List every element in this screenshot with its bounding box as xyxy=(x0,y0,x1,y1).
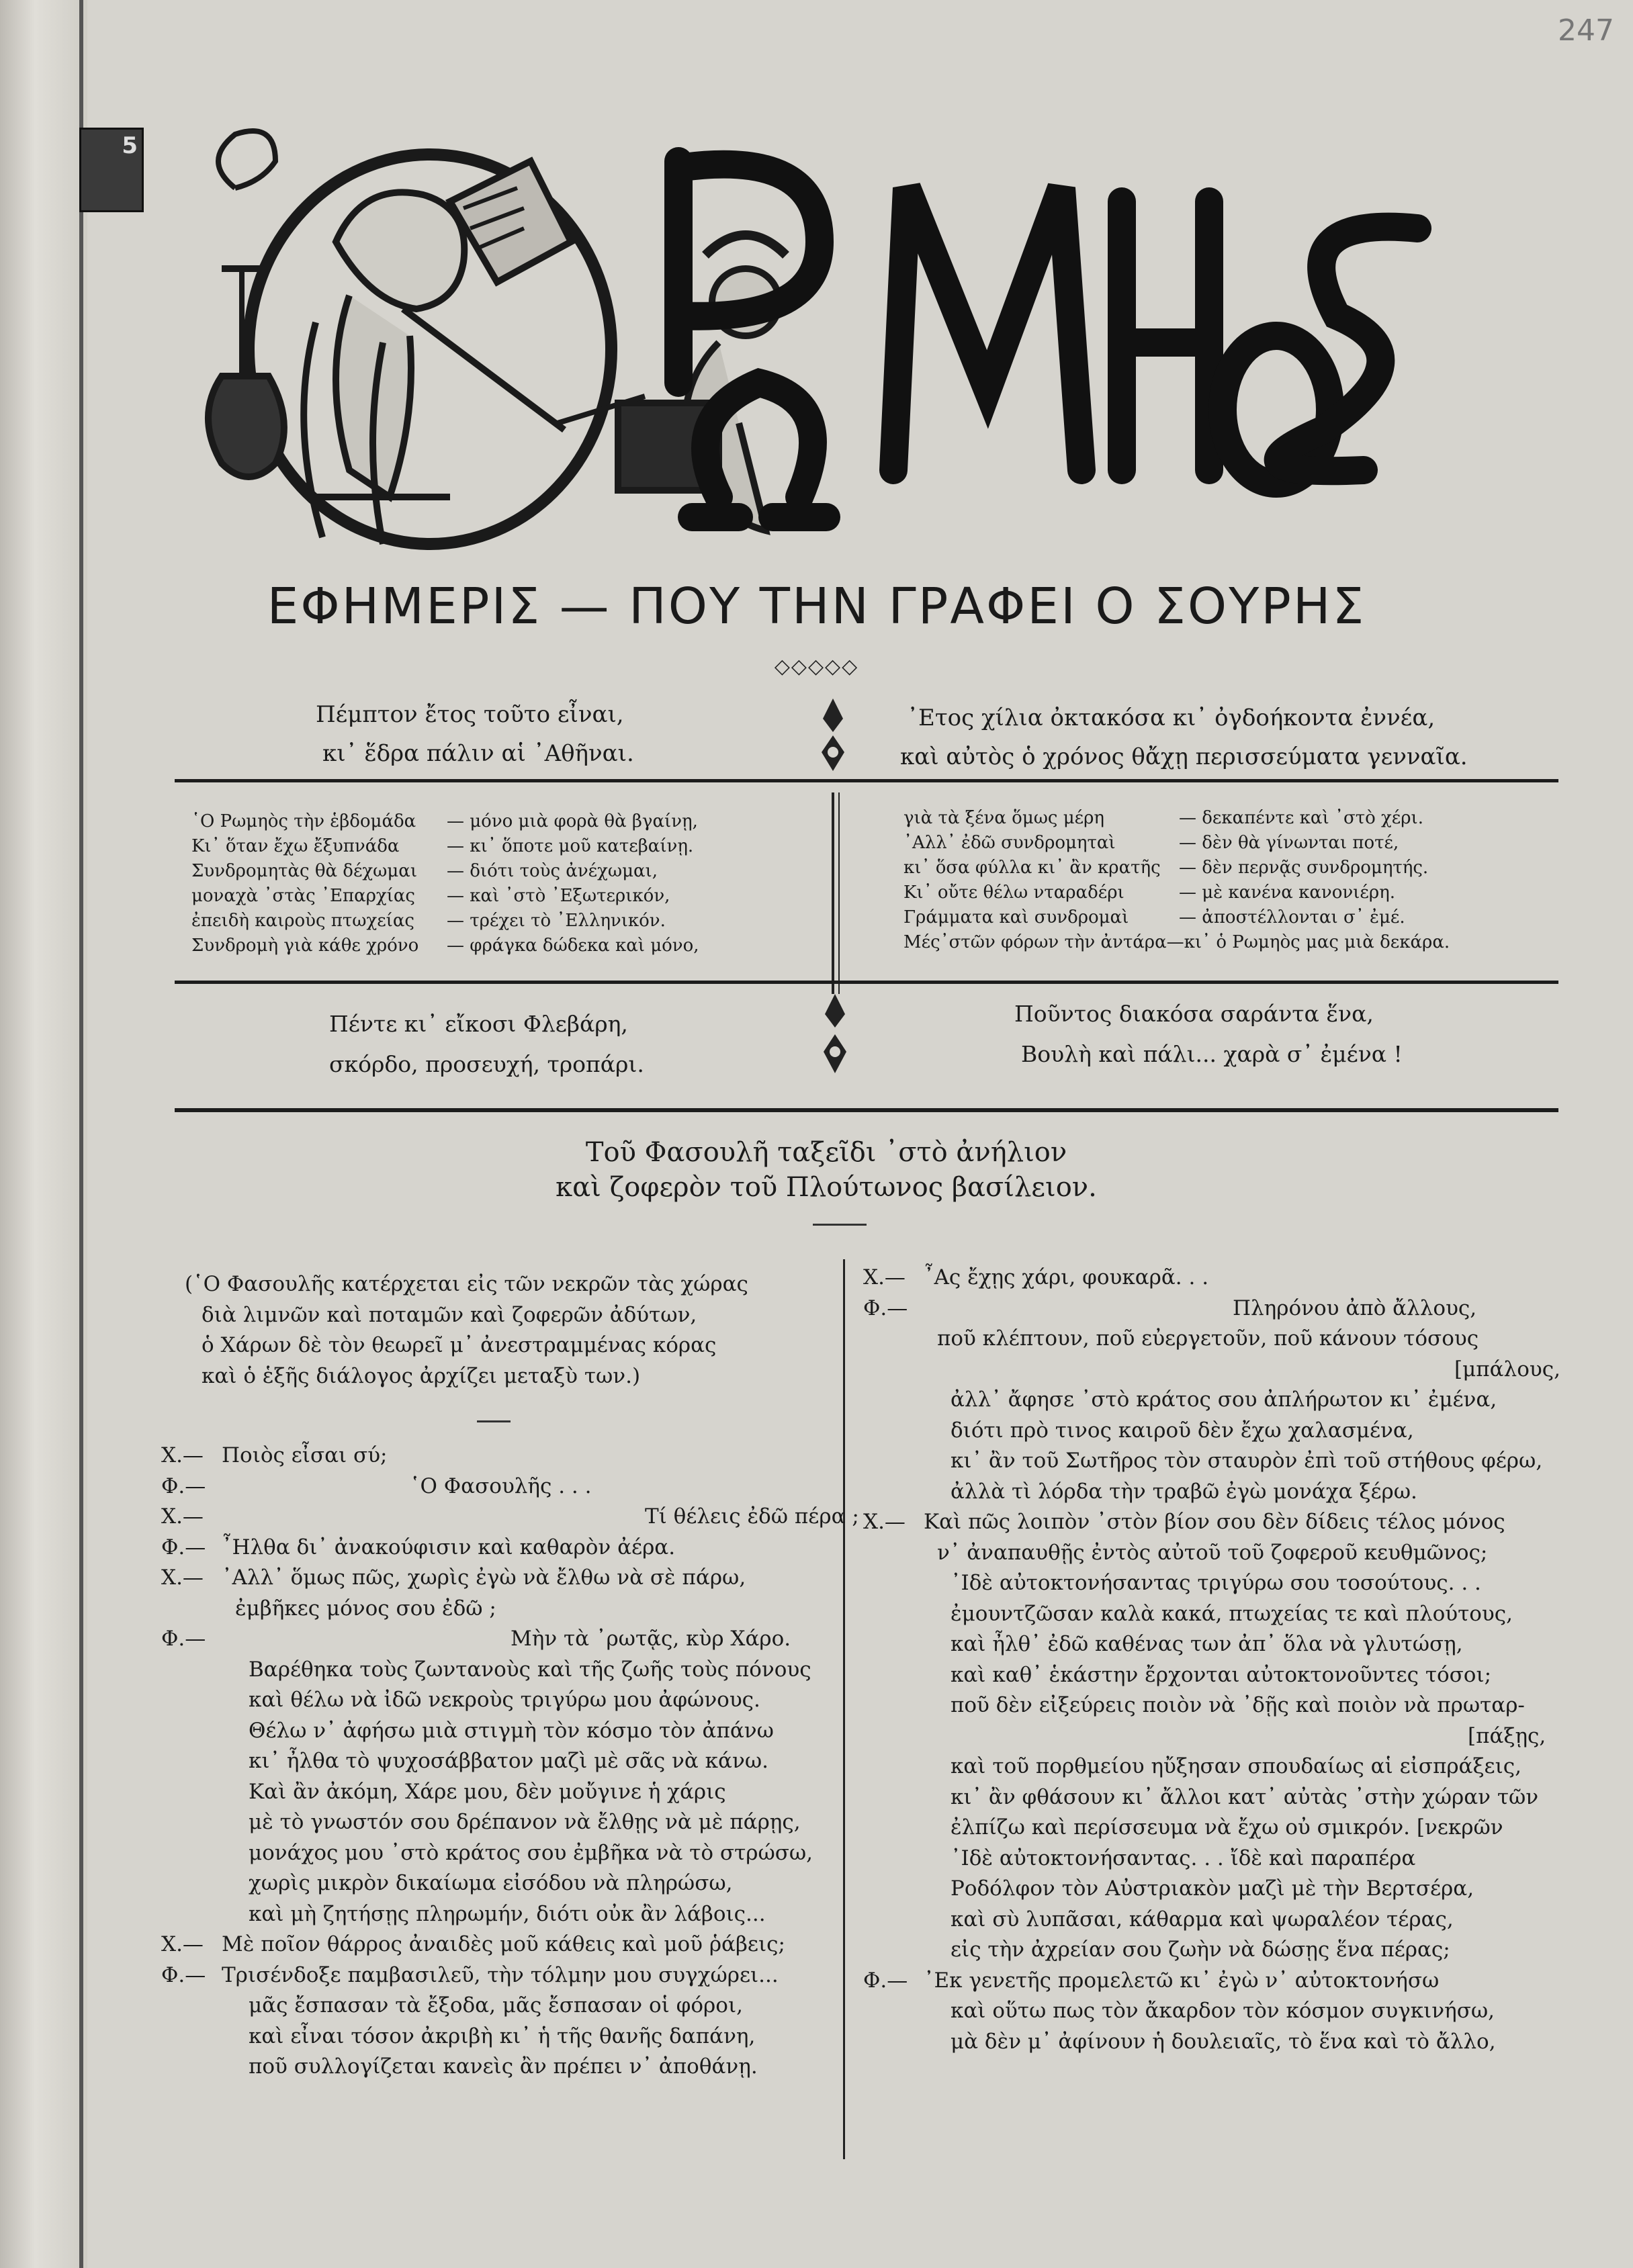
dialogue-text: καὶ καθ᾽ ἑκάστην ἔρχονται αὐτοκτονοῦντες τόσοι; xyxy=(951,1662,1492,1687)
dialogue-text: μονάχος μου ᾽στὸ κράτος σου ἐμβῆκα νὰ τὸ στρώσω, xyxy=(249,1840,813,1865)
dialogue-text: κι᾽ ἂν τοῦ Σωτῆρος τὸν σταυρὸν ἐπὶ τοῦ στήθους φέρω, xyxy=(951,1449,1543,1473)
dialogue-text: ῏Ας ἔχῃς χάρι, φουκαρᾶ. . . xyxy=(924,1265,1209,1289)
dialogue-line xyxy=(161,1655,833,1686)
terms-row xyxy=(191,834,783,859)
intro-line: καὶ ὁ ἑξῆς διάλογος ἀρχίζει μεταξὺ των.) xyxy=(202,1363,641,1388)
short-rule xyxy=(477,1420,511,1422)
dialogue-line xyxy=(863,1599,1535,1630)
intro-line: διὰ λιμνῶν καὶ ποταμῶν καὶ ζοφερῶν ἀδύτων, xyxy=(202,1302,697,1327)
column-divider xyxy=(843,1259,845,2159)
article-title-line: καὶ ζοφερὸν τοῦ Πλούτωνος βασίλειον. xyxy=(556,1172,1097,1203)
rule xyxy=(175,779,1558,782)
header-line: ᾽Ετος χίλια ὀκτακόσα κι᾽ ὀγδοήκοντα ἐννέα, xyxy=(907,705,1436,731)
dialogue-line xyxy=(161,2022,833,2052)
speaker-label: Χ.— xyxy=(161,1566,204,1590)
terms-text: — μόνο μιὰ φορὰ θὰ βγαίνῃ, xyxy=(447,811,698,831)
page-number: 247 xyxy=(1558,13,1614,48)
terms-row xyxy=(191,884,783,909)
column-divider xyxy=(838,792,840,994)
dialogue-text: ποῦ συλλογίζεται κανεὶς ἂν πρέπει ν᾽ ἀποθάνῃ. xyxy=(249,2054,758,2079)
dialogue-line xyxy=(863,1416,1535,1447)
terms-text: — διότι τοὺς ἀνέχωμαι, xyxy=(447,861,658,881)
rule xyxy=(175,981,1558,984)
dialogue-text: καὶ ἦλθ᾽ ἐδῶ καθένας των ἀπ᾽ ὅλα νὰ γλυτώσῃ, xyxy=(951,1632,1463,1656)
dialogue-line xyxy=(161,1868,833,1899)
header-top-left xyxy=(316,695,746,773)
dialogue-line xyxy=(161,1502,859,1533)
dialogue-text: ποῦ κλέπτουν, ποῦ εὐεργετοῦν, ποῦ κάνουν τόσους xyxy=(937,1326,1479,1351)
speaker-label: Φ.— xyxy=(161,1473,206,1498)
dialogue-text: Μὴν τὰ ᾽ρωτᾷς, κὺρ Χάρο. xyxy=(511,1627,791,1651)
masthead-title-letters xyxy=(678,161,1417,517)
dialogue-text: Ροδόλφον τὸν Αὐστριακὸν μαζὶ μὲ τὴν Βερτσέρα, xyxy=(951,1876,1474,1901)
page-binding-edge xyxy=(0,0,87,2268)
dialogue-line xyxy=(161,1441,833,1471)
terms-text: μοναχὰ ᾽στὰς ᾽Επαρχίας xyxy=(191,886,415,906)
speaker-label: Φ.— xyxy=(161,1962,206,1987)
header-line: κι᾽ ἕδρα πάλιν αἱ ᾽Αθῆναι. xyxy=(322,740,634,767)
dialogue-line xyxy=(161,1533,833,1563)
dialogue-text: Μὲ ποῖον θάρρος ἀναιδὲς μοῦ κάθεις καὶ μοῦ ῥάβεις; xyxy=(222,1932,785,1956)
terms-text: κι᾽ ὅσα φύλλα κι᾽ ἂν κρατῆς xyxy=(903,858,1161,878)
dialogue-text: ποῦ δὲν εἰξεύρεις ποιὸν νὰ ᾽δῇς καὶ ποιὸν νὰ πρωταρ- xyxy=(951,1693,1525,1717)
terms-text: — δὲν θὰ γίνωνται ποτέ, xyxy=(1179,833,1399,853)
short-rule xyxy=(813,1224,867,1226)
dialogue-line xyxy=(863,1813,1535,1844)
dialogue-line xyxy=(863,1294,1535,1324)
masthead-title-text: ΡΩΜΗΟΣ xyxy=(1122,532,1155,539)
header-line: Βουλὴ καὶ πάλι... χαρὰ σ᾽ ἐμένα ! xyxy=(1021,1041,1403,1067)
speaker-label: Φ.— xyxy=(161,1535,206,1559)
dialogue-line xyxy=(161,1716,833,1747)
terms-text: — κι᾽ ὅποτε μοῦ κατεβαίνῃ. xyxy=(447,836,694,856)
speaker-label: Χ.— xyxy=(863,1510,906,1534)
dialogue-line xyxy=(863,2027,1535,2058)
dialogue-line xyxy=(863,1507,1535,1538)
dialogue-text: ᾽Ιδὲ αὐτοκτονήσαντας. . . ἴδὲ καὶ παραπέρα xyxy=(951,1846,1416,1870)
terms-row xyxy=(191,909,783,934)
dialogue-text: καὶ εἶναι τόσον ἀκριβὴ κι᾽ ἡ τῆς θανῆς δαπάνη, xyxy=(249,2024,756,2048)
intro-line: (῾Ο Φασουλῆς κατέρχεται εἰς τῶν νεκρῶν τὰς χώρας xyxy=(185,1272,748,1296)
rule xyxy=(175,1108,1558,1112)
subscription-terms-left xyxy=(191,809,783,958)
dialogue-line xyxy=(161,1624,833,1655)
terms-row xyxy=(191,809,783,834)
speaker-label: Φ.— xyxy=(863,1296,908,1320)
dialogue-text: ἐλπίζω καὶ περίσσευμα νὰ ἔχω οὐ σμικρόν. [νεκρῶν xyxy=(951,1815,1503,1840)
dialogue-text: μὲ τὸ γνωστόν σου δρέπανον νὰ ἔλθῃς νὰ μὲ πάρῃς, xyxy=(249,1810,801,1834)
ornament-divider: ◇◇◇◇◇ xyxy=(774,655,859,678)
header-bottom-right xyxy=(1014,994,1498,1075)
dialogue-line xyxy=(863,1446,1543,1477)
newspaper-subtitle: ΕΦΗΜΕΡΙΣ — ΠΟΥ ΤΗΝ ΓΡΑΦΕΙ Ο ΣΟΥΡΗΣ xyxy=(267,578,1366,635)
dialogue-text: ν᾽ ἀναπαυθῇς ἐντὸς αὐτοῦ τοῦ ζοφεροῦ κευθμῶνος; xyxy=(937,1540,1488,1565)
dialogue-line xyxy=(863,1263,1535,1294)
terms-text: Μές᾽στῶν φόρων τὴν ἀντάρα—κι᾽ ὁ Ρωμηὸς μας μιὰ δεκάρα. xyxy=(903,932,1450,952)
header-line: καὶ αὐτὸς ὁ χρόνος θἄχῃ περισσεύματα γενναῖα. xyxy=(900,743,1468,770)
article-title-line: Τοῦ Φασουλῆ ταξεῖδι ᾽στὸ ἀνήλιον xyxy=(585,1137,1067,1168)
dialogue-line xyxy=(863,1324,1535,1355)
stamp-digit: 5 xyxy=(122,132,138,159)
dialogue-line xyxy=(161,1594,833,1625)
dialogue-line xyxy=(863,1568,1535,1599)
dialogue-line xyxy=(161,2052,833,2083)
terms-text: — τρέχει τὸ ᾽Ελληνικόν. xyxy=(447,911,666,931)
dialogue-text: Καὶ πῶς λοιπὸν ᾽στὸν βίον σου δὲν δίδεις τέλος μόνος xyxy=(924,1510,1505,1534)
header-top-right xyxy=(900,698,1545,776)
dialogue-text: καὶ μὴ ζητήσῃς πληρωμήν, διότι οὐκ ἂν λάβοις... xyxy=(249,1901,766,1926)
terms-row xyxy=(903,880,1474,905)
speaker-label: Φ.— xyxy=(161,1627,206,1651)
dialogue-line xyxy=(863,1844,1535,1874)
dialogue-line xyxy=(161,1960,833,1991)
terms-row xyxy=(903,831,1474,856)
terms-text: — φράγκα δώδεκα καὶ μόνο, xyxy=(447,936,699,956)
terms-text: — καὶ ᾽στὸ ᾽Εξωτερικόν, xyxy=(447,886,670,906)
terms-row xyxy=(903,930,1474,955)
dialogue-text: ἐμβῆκες μόνος σου ἐδῶ ; xyxy=(235,1596,496,1621)
dialogue-line xyxy=(161,1807,833,1838)
dialogue-line xyxy=(863,1538,1535,1569)
header-line: Πέντε κι᾽ εἴκοσι Φλεβάρη, xyxy=(329,1011,628,1037)
terms-text: Κι᾽ οὔτε θέλω νταραδέρι xyxy=(903,882,1124,903)
masthead-illustration xyxy=(181,121,1498,551)
dialogue-text: Βαρέθηκα τοὺς ζωντανοὺς καὶ τῆς ζωῆς τοὺς πόνους xyxy=(249,1657,811,1682)
terms-row xyxy=(903,905,1474,930)
terms-text: ῾Ο Ρωμηὸς τὴν ἑβδομάδα xyxy=(191,811,416,831)
dialogue-line xyxy=(161,1563,833,1594)
dialogue-line xyxy=(863,1874,1535,1905)
dialogue-line xyxy=(161,1471,833,1502)
dialogue-text: κι᾽ ἦλθα τὸ ψυχοσάββατον μαζὶ μὲ σᾶς νὰ κάνω. xyxy=(249,1749,768,1773)
dialogue-text: χωρὶς μικρὸν δικαίωμα εἰσόδου νὰ πληρώσω, xyxy=(249,1871,733,1895)
dialogue-text: διότι πρὸ τινος καιροῦ δὲν ἔχω χαλασμένα, xyxy=(951,1418,1414,1443)
dialogue-left-column xyxy=(161,1441,859,2083)
terms-text: Συνδρομὴ γιὰ κάθε χρόνο xyxy=(191,936,419,956)
header-line: Ποῦντος διακόσα σαράντα ἕνα, xyxy=(1014,1001,1374,1027)
dialogue-text: ῏Ηλθα δι᾽ ἀνακούφισιν καὶ καθαρὸν ἀέρα. xyxy=(222,1535,676,1559)
dialogue-text: Πληρόνου ἀπὸ ἄλλους, xyxy=(1233,1296,1477,1320)
terms-text: ἐπειδὴ καιροὺς πτωχείας xyxy=(191,911,414,931)
terms-row xyxy=(903,806,1474,831)
dialogue-text: [πάξῃς, xyxy=(1468,1723,1546,1748)
dialogue-line xyxy=(863,1782,1539,1813)
dialogue-line xyxy=(863,1477,1535,1508)
dialogue-text: [μπάλους, xyxy=(1454,1357,1560,1381)
dialogue-line xyxy=(161,1685,833,1716)
header-bottom-left xyxy=(329,1004,759,1085)
dialogue-line xyxy=(863,1966,1535,1997)
terms-text: Συνδρομητὰς θὰ δέχωμαι xyxy=(191,861,418,881)
terms-text: — μὲ κανένα κανονιέρη. xyxy=(1179,882,1395,903)
dialogue-text: Τί θέλεις ἐδῶ πέρα ; xyxy=(645,1504,859,1529)
dialogue-text: καὶ οὕτω πως τὸν ἄκαρδον τὸν κόσμον συγκινήσω, xyxy=(951,1999,1495,2023)
dialogue-text: ᾽Αλλ᾽ ὅμως πῶς, χωρὶς ἐγὼ νὰ ἔλθω νὰ σὲ πάρω, xyxy=(222,1566,746,1590)
article-title xyxy=(470,1135,1182,1205)
dialogue-text: ῾Ο Φασουλῆς . . . xyxy=(410,1473,592,1498)
dialogue-line xyxy=(863,1996,1535,2027)
dialogue-text: Θέλω ν᾽ ἀφήσω μιὰ στιγμὴ τὸν κόσμο τὸν ἀπάνω xyxy=(249,1718,774,1743)
ornament-icon xyxy=(818,994,852,1075)
terms-text: Γράμματα καὶ συνδρομαὶ xyxy=(903,907,1129,927)
dialogue-line xyxy=(863,1905,1535,1936)
dialogue-line xyxy=(161,1930,833,1960)
speaker-label: Χ.— xyxy=(161,1443,204,1467)
terms-text: — ἀποστέλλονται σ᾽ ἐμέ. xyxy=(1179,907,1405,927)
dialogue-text: ᾽Ιδὲ αὐτοκτονήσαντας τριγύρω σου τοσούτους. . . xyxy=(951,1571,1481,1595)
intro-line: ὁ Χάρων δὲ τὸν θεωρεῖ μ᾽ ἀνεστραμμένας κόρας xyxy=(202,1333,717,1357)
terms-text: — δὲν περνᾷς συνδρομητής. xyxy=(1179,858,1429,878)
dialogue-line xyxy=(161,1838,833,1869)
terms-text: Κι᾽ ὅταν ἔχω ἔξυπνάδα xyxy=(191,836,400,856)
dialogue-right-column xyxy=(863,1263,1560,2057)
dialogue-text: Καὶ ἂν ἀκόμη, Χάρε μου, δὲν μοὔγινε ἡ χάρις xyxy=(249,1779,726,1804)
speaker-label: Χ.— xyxy=(863,1265,906,1289)
intro-stanza xyxy=(185,1269,856,1392)
dialogue-text: Ποιὸς εἶσαι σύ; xyxy=(222,1443,388,1467)
ornament-icon xyxy=(816,698,850,772)
dialogue-line xyxy=(161,1899,833,1930)
dialogue-line xyxy=(863,1385,1535,1416)
dialogue-text: εἰς τὴν ἀχρείαν σου ζωὴν νὰ δώσῃς ἕνα πέρας; xyxy=(951,1938,1450,1962)
dialogue-line xyxy=(863,1752,1535,1782)
dialogue-line xyxy=(863,1660,1535,1691)
dialogue-line xyxy=(863,1629,1535,1660)
terms-row xyxy=(903,856,1474,880)
dialogue-text: κι᾽ ἂν φθάσουν κι᾽ ἄλλοι κατ᾽ αὐτὰς ᾽στὴν χώραν τῶν xyxy=(951,1784,1539,1809)
dialogue-text: μᾶς ἔσπασαν τὰ ἔξοδα, μᾶς ἔσπασαν οἱ φόροι, xyxy=(249,1993,743,2017)
dialogue-line xyxy=(161,1746,833,1777)
dialogue-line xyxy=(863,1355,1560,1386)
terms-text: γιὰ τὰ ξένα ὅμως μέρη xyxy=(903,808,1104,828)
dialogue-text: καὶ θέλω νὰ ἰδῶ νεκροὺς τριγύρω μου ἀφώνους. xyxy=(249,1688,760,1712)
dialogue-line xyxy=(161,1991,833,2022)
speaker-label: Χ.— xyxy=(161,1932,204,1956)
dialogue-text: ᾽Εκ γενετῆς προμελετῶ κι᾽ ἐγὼ ν᾽ αὐτοκτονήσω xyxy=(924,1968,1440,1993)
dialogue-text: Τρισένδοξε παμβασιλεῦ, τὴν τόλμην μου συγχώρει... xyxy=(222,1962,779,1987)
dialogue-text: ἀλλὰ τὶ λόρδα τὴν τραβῶ ἐγὼ μονάχα ξέρω. xyxy=(951,1479,1417,1504)
dialogue-text: μὰ δὲν μ᾽ ἀφίνουν ἡ δουλειαῖς, τὸ ἕνα καὶ τὸ ἄλλο, xyxy=(951,2029,1496,2054)
column-divider xyxy=(832,792,834,994)
dialogue-text: καὶ σὺ λυπᾶσαι, κάθαρμα καὶ ψωραλέον τέρας, xyxy=(951,1907,1454,1932)
dialogue-line xyxy=(161,1777,833,1808)
dialogue-text: ἀλλ᾽ ἄφησε ᾽στὸ κράτος σου ἀπλήρωτον κι᾽ ἐμένα, xyxy=(951,1388,1497,1412)
header-line: Πέμπτον ἔτος τοῦτο εἶναι, xyxy=(316,701,624,728)
binding-line xyxy=(79,0,83,2268)
subscription-terms-right xyxy=(903,806,1474,955)
terms-row xyxy=(191,934,783,958)
terms-text: ᾽Αλλ᾽ ἐδῶ συνδρομηταὶ xyxy=(903,833,1116,853)
dialogue-line xyxy=(863,1935,1535,1966)
dialogue-line xyxy=(863,1690,1535,1721)
header-line: σκόρδο, προσευχή, τροπάρι. xyxy=(329,1051,644,1077)
speaker-label: Χ.— xyxy=(161,1504,204,1529)
speaker-label: Φ.— xyxy=(863,1968,908,1993)
dialogue-line xyxy=(863,1721,1546,1752)
postage-stamp xyxy=(79,128,144,212)
terms-row xyxy=(191,859,783,884)
dialogue-text: καὶ τοῦ πορθμείου ηὔξησαν σπουδαίως αἱ εἰσπράξεις, xyxy=(951,1754,1521,1778)
dialogue-text: ἐμουντζῶσαν καλὰ κακά, πτωχείας τε καὶ πλούτους, xyxy=(951,1601,1513,1626)
terms-text: — δεκαπέντε καὶ ᾽στὸ χέρι. xyxy=(1179,808,1423,828)
